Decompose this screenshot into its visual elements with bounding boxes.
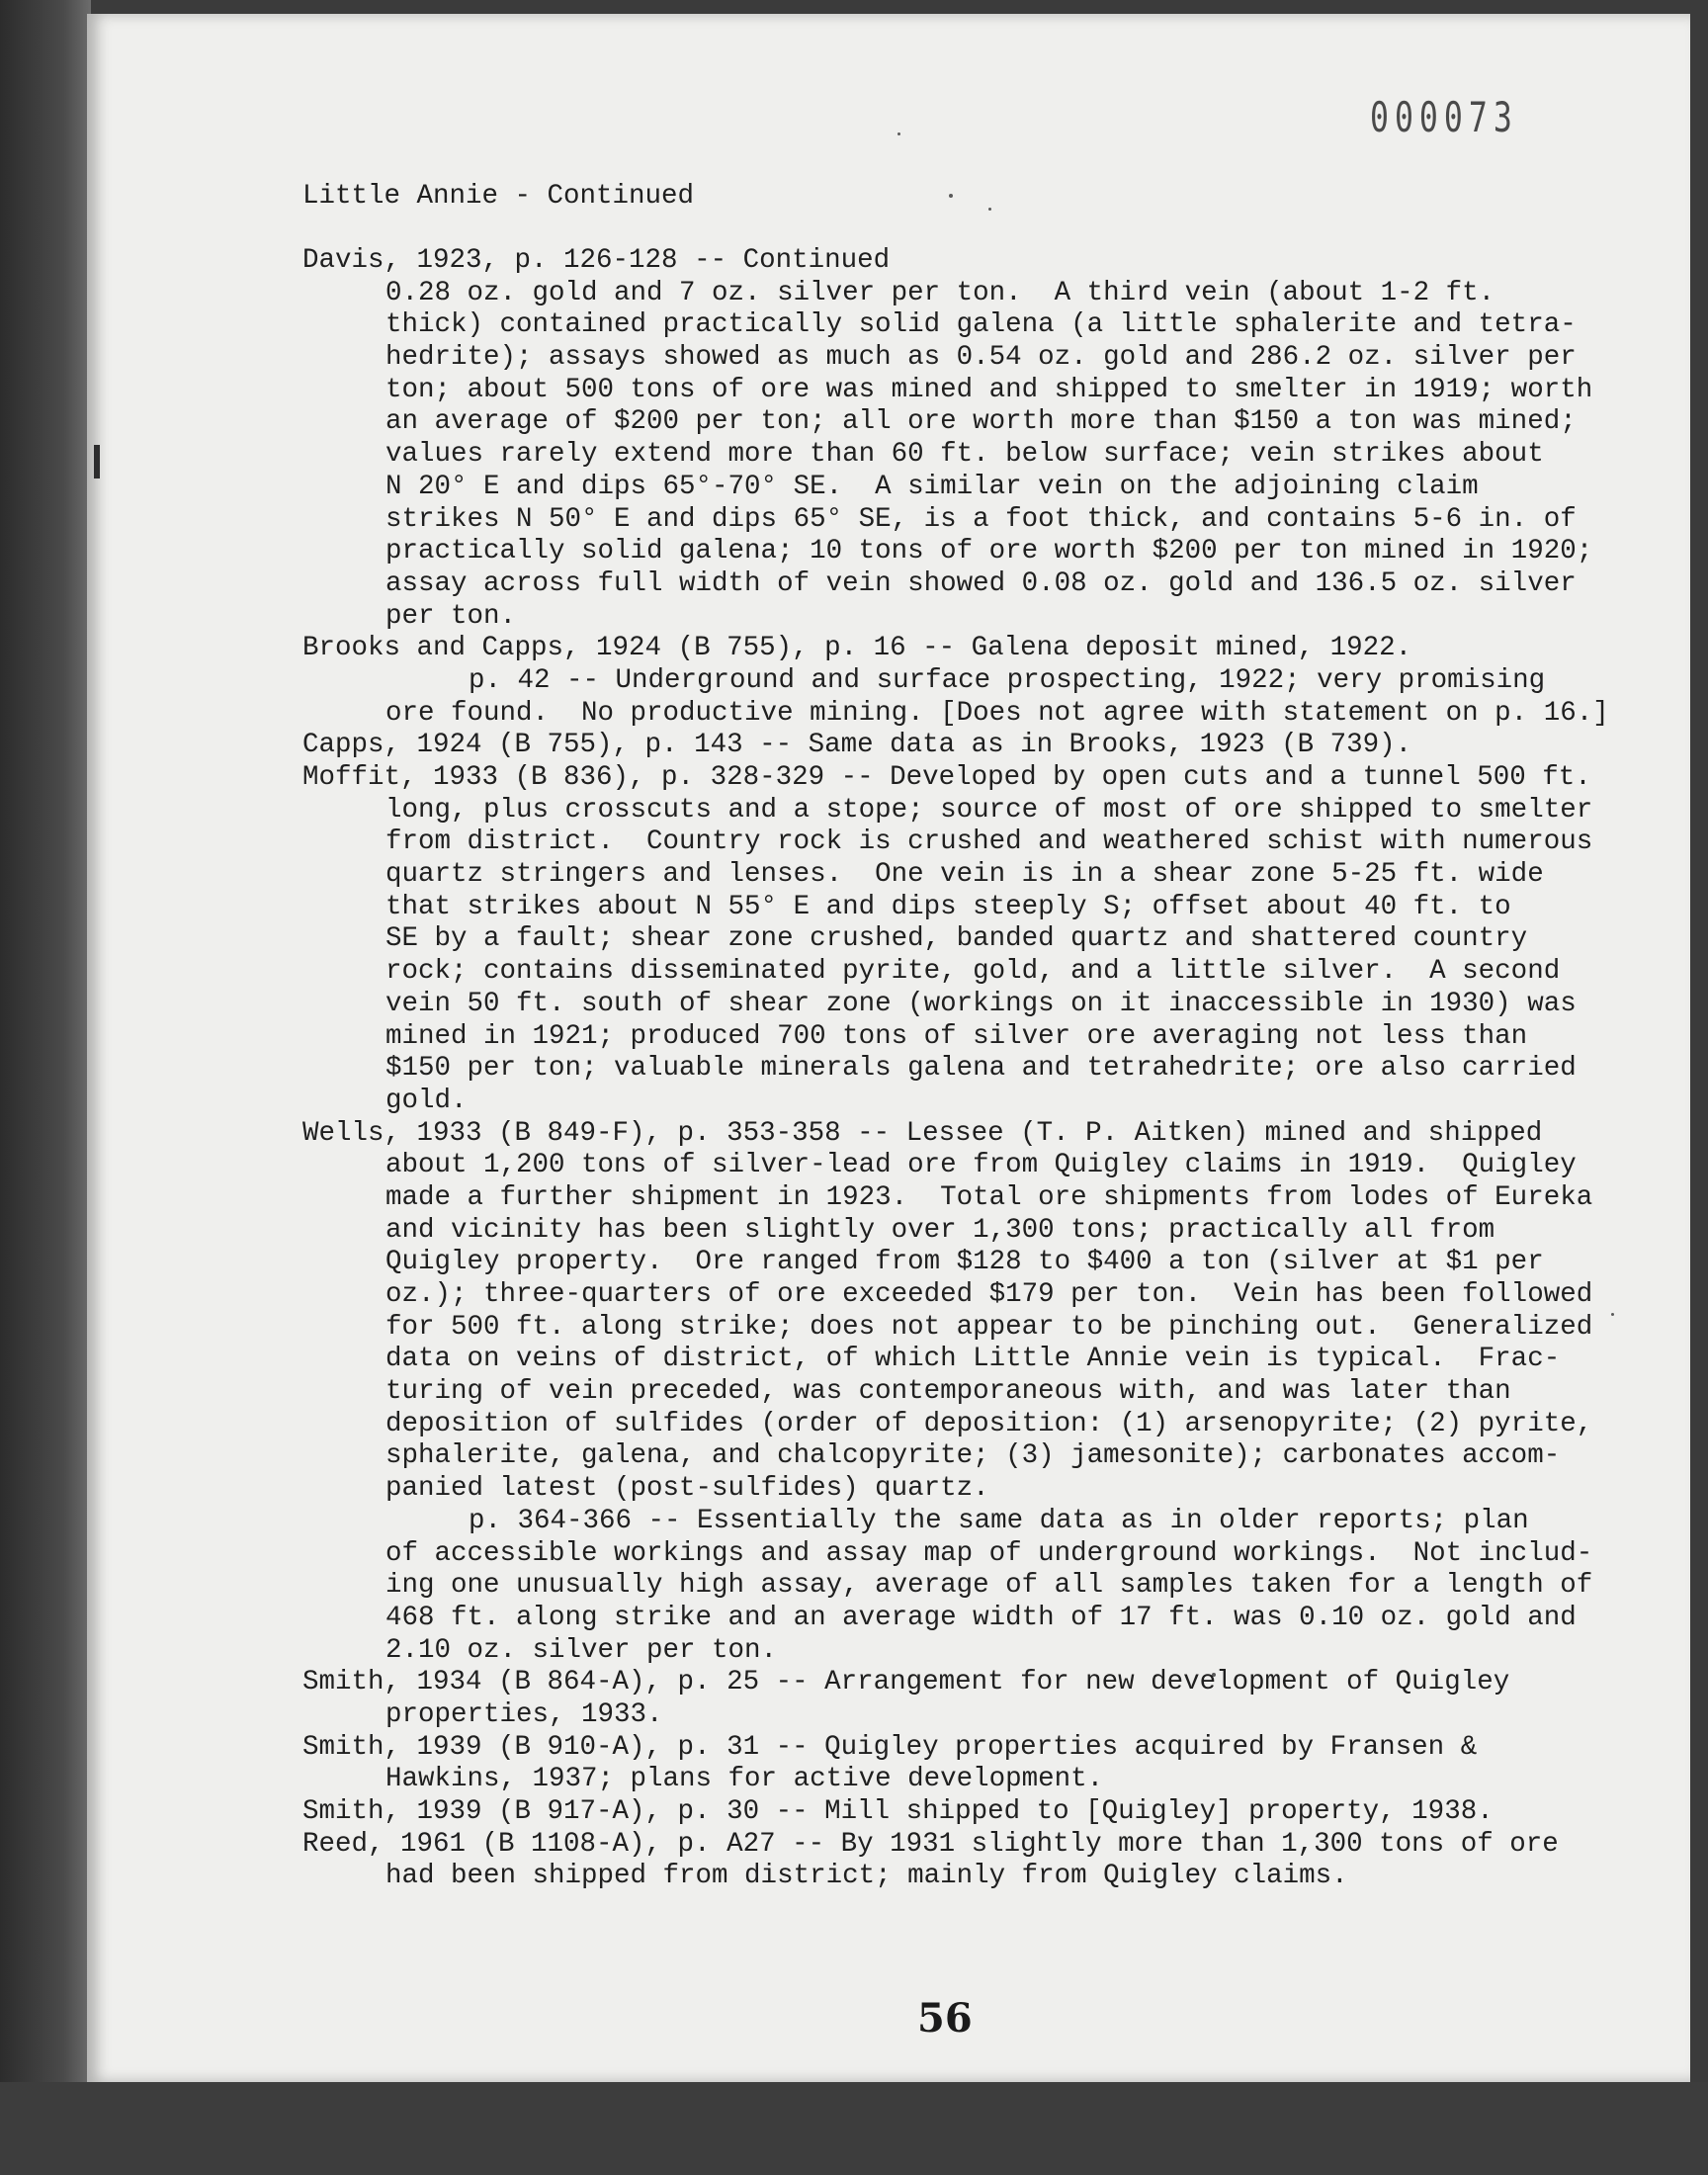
reference-detail-line: hedrite); assays showed as much as 0.54 oz. gold and 286.2 oz. silver per xyxy=(385,342,1577,374)
reference-detail-line: 0.28 oz. gold and 7 oz. silver per ton. A third vein (about 1-2 ft. xyxy=(385,277,1495,308)
margin-mark xyxy=(94,445,100,478)
reference-detail-line: ing one unusually high assay, average of all samples taken for a length of xyxy=(385,1570,1593,1602)
dust-speck xyxy=(988,208,991,211)
reference-entry-line: Smith, 1934 (B 864-A), p. 25 -- Arrangement for new development of Quigley xyxy=(302,1667,1510,1698)
reference-detail-line: 468 ft. along strike and an average width of 17 ft. was 0.10 oz. gold and xyxy=(385,1602,1577,1633)
reference-detail-line: had been shipped from district; mainly from Quigley claims. xyxy=(385,1861,1348,1892)
binding-shadow xyxy=(0,0,91,2175)
reference-detail-line: vein 50 ft. south of shear zone (workings on it inaccessible in 1930) was xyxy=(385,988,1577,1019)
reference-detail-line: per ton. xyxy=(385,600,517,632)
reference-detail-line: of accessible workings and assay map of underground workings. Not includ- xyxy=(385,1537,1593,1569)
reference-entry-line: Smith, 1939 (B 917-A), p. 30 -- Mill shipped to [Quigley] property, 1938. xyxy=(302,1796,1494,1827)
reference-detail-line: oz.); three-quarters of ore exceeded $179 per ton. Vein has been followed xyxy=(385,1279,1593,1310)
reference-detail-line: values rarely extend more than 60 ft. below surface; vein strikes about xyxy=(385,439,1544,471)
reference-detail-line: strikes N 50° E and dips 65° SE, is a foot thick, and contains 5-6 in. of xyxy=(385,503,1577,535)
reference-detail-line: and vicinity has been slightly over 1,300 tons; practically all from xyxy=(385,1214,1495,1246)
reference-entry-line: Reed, 1961 (B 1108-A), p. A27 -- By 1931 slightly more than 1,300 tons of ore xyxy=(302,1828,1559,1860)
page-id-stamp: 000073 xyxy=(1370,93,1518,141)
reference-detail-line: rock; contains disseminated pyrite, gold, and a little silver. A second xyxy=(385,956,1561,988)
reference-entry-line: Brooks and Capps, 1924 (B 755), p. 16 -- Galena deposit mined, 1922. xyxy=(302,633,1412,664)
reference-detail-line: deposition of sulfides (order of deposition: (1) arsenopyrite; (2) pyrite, xyxy=(385,1408,1593,1439)
reference-entry-line: Davis, 1923, p. 126-128 -- Continued xyxy=(302,245,891,276)
reference-detail-line: 2.10 oz. silver per ton. xyxy=(385,1634,778,1666)
reference-detail-line: $150 per ton; valuable minerals galena and tetrahedrite; ore also carried xyxy=(385,1053,1577,1085)
reference-detail-line: Quigley property. Ore ranged from $128 to $400 a ton (silver at $1 per xyxy=(385,1247,1544,1278)
reference-detail-line: assay across full width of vein showed 0.08 oz. gold and 136.5 oz. silver xyxy=(385,567,1577,599)
reference-detail-line: from district. Country rock is crushed and weathered schist with numerous xyxy=(385,826,1593,858)
dust-speck xyxy=(949,194,953,198)
scanner-bottom-edge xyxy=(0,2082,1708,2175)
reference-detail-line: ton; about 500 tons of ore was mined and shipped to smelter in 1919; worth xyxy=(385,374,1593,405)
page-number: 56 xyxy=(917,1995,973,2042)
reference-detail-line: SE by a fault; shear zone crushed, banded quartz and shattered country xyxy=(385,923,1528,955)
reference-detail-line: panied latest (post-sulfides) quartz. xyxy=(385,1473,989,1505)
reference-detail-line: sphalerite, galena, and chalcopyrite; (3) jamesonite); carbonates accom- xyxy=(385,1440,1561,1472)
reference-detail-line: that strikes about N 55° E and dips steeply S; offset about 40 ft. to xyxy=(385,891,1511,922)
reference-entry-line: Capps, 1924 (B 755), p. 143 -- Same data as in Brooks, 1923 (B 739). xyxy=(302,730,1412,761)
reference-detail-line: mined in 1921; produced 700 tons of silver ore averaging not less than xyxy=(385,1020,1528,1052)
reference-detail-line: p. 42 -- Underground and surface prospecting, 1922; very promising xyxy=(469,664,1546,696)
reference-detail-line: long, plus crosscuts and a stope; source of most of ore shipped to smelter xyxy=(385,794,1593,826)
reference-detail-line: for 500 ft. along strike; does not appear to be pinching out. Generalized xyxy=(385,1311,1593,1343)
reference-detail-line: practically solid galena; 10 tons of ore worth $200 per ton mined in 1920; xyxy=(385,536,1593,567)
reference-detail-line: an average of $200 per ton; all ore worth more than $150 a ton was mined; xyxy=(385,406,1577,438)
reference-detail-line: p. 364-366 -- Essentially the same data as in older reports; plan xyxy=(469,1505,1529,1536)
reference-detail-line: ore found. No productive mining. [Does not agree with statement on p. 16.] xyxy=(385,697,1609,729)
dust-speck xyxy=(897,132,900,135)
reference-detail-line: turing of vein preceded, was contemporaneous with, and was later than xyxy=(385,1376,1511,1408)
reference-detail-line: about 1,200 tons of silver-lead ore from Quigley claims in 1919. Quigley xyxy=(385,1150,1577,1181)
document-body xyxy=(302,245,1617,1893)
reference-detail-line: gold. xyxy=(385,1085,468,1116)
reference-detail-line: N 20° E and dips 65°-70° SE. A similar vein on the adjoining claim xyxy=(385,471,1479,502)
reference-detail-line: made a further shipment in 1923. Total ore shipments from lodes of Eureka xyxy=(385,1181,1593,1213)
reference-detail-line: quartz stringers and lenses. One vein is in a shear zone 5-25 ft. wide xyxy=(385,859,1544,891)
reference-entry-line: Moffit, 1933 (B 836), p. 328-329 -- Developed by open cuts and a tunnel 500 ft. xyxy=(302,762,1591,793)
reference-detail-line: thick) contained practically solid galena (a little sphalerite and tetra- xyxy=(385,309,1577,341)
reference-entry-line: Wells, 1933 (B 849-F), p. 353-358 -- Lessee (T. P. Aitken) mined and shipped xyxy=(302,1117,1543,1149)
reference-detail-line: data on veins of district, of which Little Annie vein is typical. Frac- xyxy=(385,1344,1561,1375)
reference-detail-line: properties, 1933. xyxy=(385,1698,663,1730)
reference-entry-line: Smith, 1939 (B 910-A), p. 31 -- Quigley properties acquired by Fransen & xyxy=(302,1731,1478,1763)
page-heading: Little Annie - Continued xyxy=(302,181,695,212)
reference-detail-line: Hawkins, 1937; plans for active development. xyxy=(385,1764,1104,1795)
